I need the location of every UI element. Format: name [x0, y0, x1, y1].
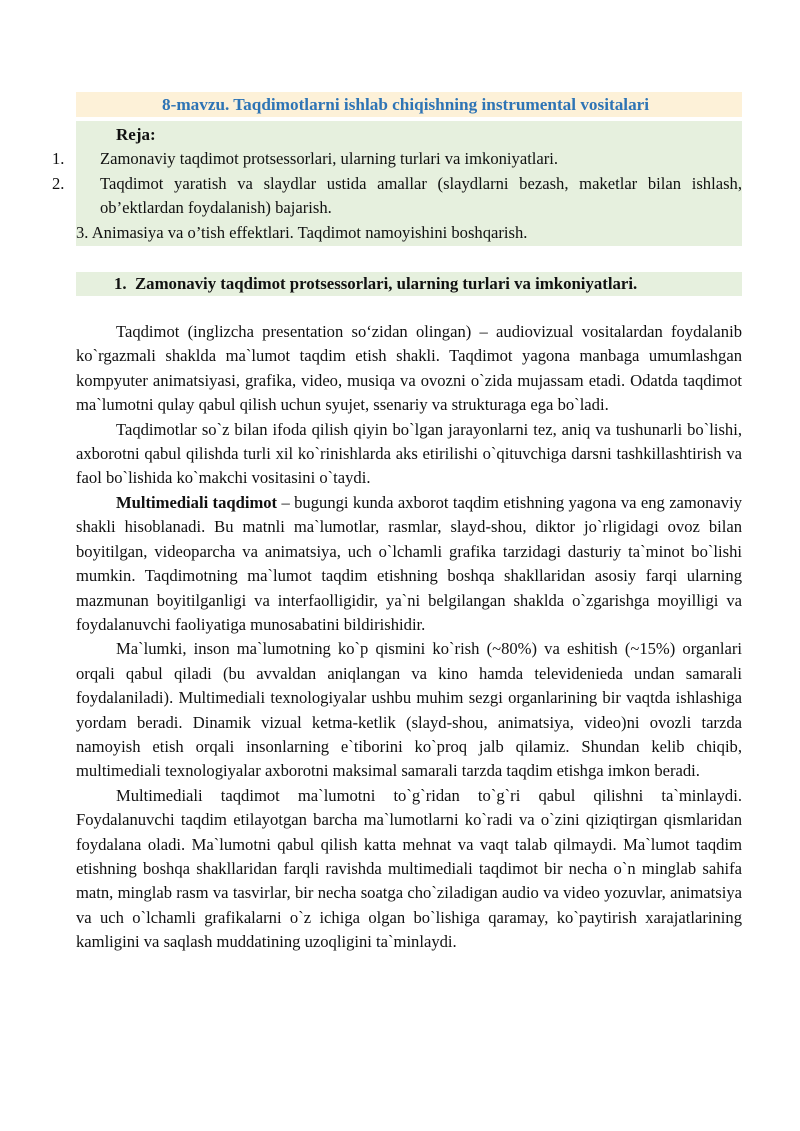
section-number: 1. [114, 274, 127, 294]
bold-term: Multimediali taqdimot [116, 492, 278, 512]
paragraph [76, 491, 742, 637]
paragraph-text: Multimediali taqdimot ma`lumotni to`g`ridan to`g`ri qabul qilishni ta`minlaydi. Foydalanuvchi taqdim etilayotgan barcha ma`lumotlarni ko`radi va o`zini qiziqtirgan qismlaridan foydalana oladi. Ma`lumotni qabul qilish katta mehnat va vaqt talab qilmaydi. Ma`lumot taqdim etishning boshqa shakllaridan farqli ravishda multimediali taqdimot bir necha o`n minglab sahifa matn, minglab rasm va tasvirlar, bir necha soatga cho`ziladigan audio va video yozuvlar, animatsiya va uch o`lchamli grafikalarni o`z ichiga olgan bo`lishiga qaramay, ko`paytirish xarajatlarining kamligini va saqlash muddatining uzoqligini ta`minlaydi. [76, 785, 742, 952]
paragraph-text: Ma`lumki, inson ma`lumotning ko`p qismini ko`rish (~80%) va eshitish (~15%) organlari orqali qabul qiladi (bu avvaldan aniqlangan va kino hamda televidenieda undan samarali foydalaniladi). Multimediali texnologiyalar ushbu muhim sezgi organlarining bir vaqtda ishlashiga yordam beradi. Dinamik vizual ketma-ketlik (slayd-shou, animatsiya, video)ni ovozli tarzda namoyish etish orqali insonlarning e`tiborini ko`proq jalb qilamiz. Shundan kelib chiqib, multimediali texnologiyalar axborotni maksimal samarali tarzda taqdim etishga imkon beradi. [76, 639, 742, 781]
paragraph-text: Taqdimot (inglizcha presentation so‘zidan olingan) – audiovizual vositalardan foydalanib ko`rgazmali shaklda ma`lumot taqdim etish shakli. Taqdimot yagona manbaga umumlashgan kompyuter animatsiyasi, grafika, video, musiqa va ovozni o`zida mujassam etadi. Odatda taqdimot ma`lumotni qulay qabul qilish uchun syujet, ssenariy va strukturaga ega bo`ladi. [76, 322, 742, 415]
plan-item-text: Taqdimot yaratish va slaydlar ustida amallar (slaydlarni bezash, maketlar bilan ishlash, ob’ektlardan foydalanish) bajarish. [100, 173, 742, 218]
paragraph [76, 784, 742, 955]
paragraph-text: Taqdimotlar so`z bilan ifoda qilish qiyin bo`lgan jarayonlarni tez, aniq va tushunarli bo`lishi, axborotni qabul qilishda turli xil ko`rinishlarda aks etirilishi o`qituvchiga darsni tashkillashtirish va faol bo`lishida ko`makchi vositasini o`taydi. [76, 419, 742, 488]
paragraph [76, 320, 742, 418]
plan-item-number: 2. [52, 173, 65, 193]
topic-title: 8-mavzu. Taqdimotlarni ishlab chiqishning instrumental vositalari [76, 92, 742, 117]
section-title: Zamonaviy taqdimot protsessorlari, ularning turlari va imkoniyatlari. [134, 274, 638, 294]
plan-box [52, 121, 742, 246]
document-page [52, 92, 742, 955]
plan-item-number: 3. [76, 222, 89, 242]
plan-item-text: Animasiya va o’tish effektlari. Taqdimot namoyishini boshqarish. [91, 222, 528, 242]
body-text [76, 320, 742, 955]
plan-item-2 [52, 172, 742, 221]
plan-item-1 [52, 147, 742, 171]
plan-item-3 [76, 221, 742, 245]
paragraph [76, 418, 742, 491]
plan-item-text: Zamonaviy taqdimot protsessorlari, ularning turlari va imkoniyatlari. [100, 149, 559, 169]
plan-item-number: 1. [52, 149, 65, 169]
section-heading [76, 272, 742, 296]
plan-heading: Reja: [116, 125, 156, 144]
paragraph-text: – bugungi kunda axborot taqdim etishning yagona va eng zamonaviy shakli hisoblanadi. Bu matnli ma`lumotlar, rasmlar, slayd-shou, diktor jo`rligidagi ovoz bilan boyitilgan, videoparcha va animatsiya, uch o`lchamli grafika tarzidagi dasturiy ta`minot bo`lishi mumkin. Taqdimotning ma`lumot taqdim etishning boshqa shakllaridan asosiy farqi ularning mazmunan boyitilganligi va interfaolligidir, ya`ni belgilangan shaklda o`zgarishga moyilligi va foydalanuvchi faoliyatiga munosabatini bildirishidir. [76, 492, 742, 634]
paragraph [76, 637, 742, 783]
